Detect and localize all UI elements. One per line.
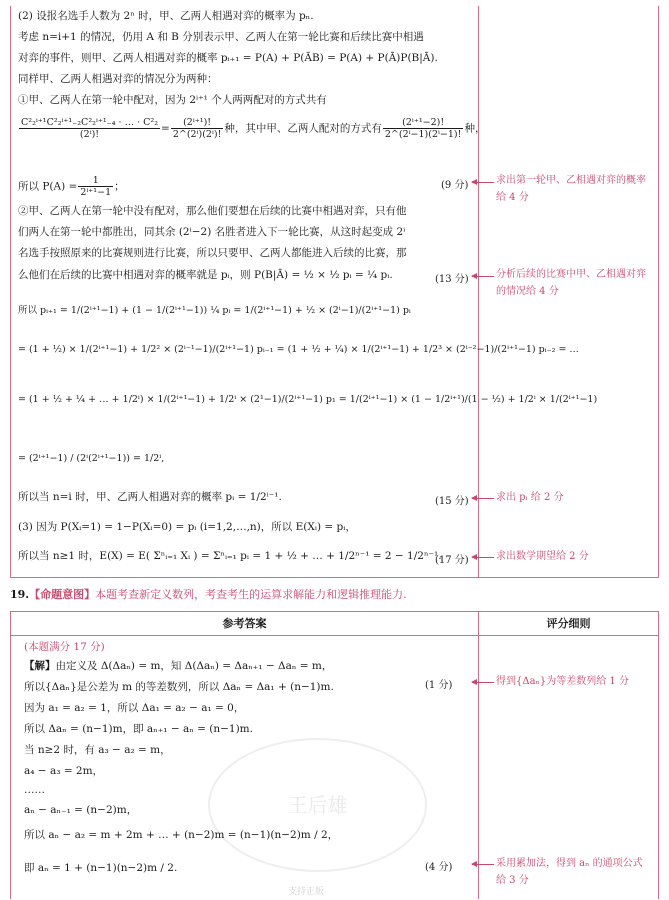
solution-line-3: 因为 a₁ = a₂ = 1，所以 Δa₁ = a₂ − a₁ = 0， [24,702,245,714]
case1-result: 所以 P(A) = $\frac{1}{\text{2ⁱ⁺¹−1}}$ ； [18,175,125,198]
case1-line-a: ①甲、乙两人在第一轮中配对，因为 2ⁱ⁺¹ 个人两两配对的方式共有 [18,94,327,106]
column-header-scoring: 评分细则 [479,612,658,636]
solution-line-9: 所以 aₙ − a₂ = m + 2m + … + (n−2)m = (n−1)(n−2)m / 2， [24,829,339,841]
note-1: 得到{Δaₙ}为等差数列给 1 分 [496,676,629,687]
sum-line-4: = (2ⁱ⁺¹−1) / (2ⁱ(2ⁱ⁺¹−1)) = 1/2ⁱ, [18,453,165,464]
solution-line-2: 所以{Δaₙ}是公差为 m 的等差数列，所以 Δaₙ = Δa₁ + (n−1)m. [24,681,334,693]
score-15: (15 分) [435,496,469,507]
note-17: 求出数学期望给 2 分 [496,551,589,562]
case2-line-3: 名选手按照原来的比赛规则进行比赛，所以只要甲、乙两人都能进入后续的比赛，那 [18,247,407,259]
note-13: 分析后续的比赛中甲、乙相遇对弈的情况给 4 分 [496,269,646,297]
arrow-15 [472,498,494,499]
case2-line-1: ②甲、乙两人在第一轮中没有配对，那么他们要想在后续的比赛中相遇对弈，只有他 [18,205,407,217]
score-4: (4 分) [425,862,453,873]
conclusion-line: 所以当 n=i 时，甲、乙两人相遇对弈的概率 pᵢ = 1/2ⁱ⁻¹. [18,491,282,503]
arrow-1 [472,682,494,683]
consider-line-1: 考虑 n=i+1 的情况，仍用 A 和 B 分别表示甲、乙两人在第一轮比赛和后续比赛中相遇 [18,31,424,43]
solution-line-8: aₙ − aₙ₋₁ = (n−2)m， [24,804,138,816]
sum-line-1: 所以 pᵢ₊₁ = 1/(2ⁱ⁺¹−1) + (1 − 1/(2ⁱ⁺¹−1)) ¼ pᵢ = 1/(2ⁱ⁺¹−1) + ½ × (2ⁱ−1)/(2ⁱ⁺¹−1) pᵢ [18,305,411,316]
watermark: 王后雄 [208,738,427,872]
column-header-answer: 参考答案 [11,612,478,636]
column-divider [478,612,479,899]
consider-line-2: 对弈的事件，则甲、乙两人相遇对弈的概率 pᵢ₊₁ = P(A) + P(ĀB) = P(A) + P(Ā)P(B|Ā). [18,52,438,64]
question-19-heading: 19.【命题意图】本题考查新定义数列，考查考生的运算求解能力和逻辑推理能力. [10,588,407,601]
sum-line-3: = (1 + ½ + ¼ + … + 1/2ⁱ) × 1/(2ⁱ⁺¹−1) + 1/2ⁱ × (2¹−1)/(2ⁱ⁺¹−1) p₁ = 1/(2ⁱ⁺¹−1) × (1 − 1/2ⁱ⁺¹)/(1 − ½) + 1/2ⁱ × 1/(2ⁱ⁺¹−1) [18,394,598,405]
case2-line-4: 么他们在后续的比赛中相遇对弈的概率就是 pᵢ，则 P(B|Ā) = ½ × ½ pᵢ = ¼ pᵢ. [18,269,393,281]
solution-line-4: 所以 Δaₙ = (n−1)m，即 aₙ₊₁ − aₙ = (n−1)m. [24,723,253,735]
pairing-eq-fraction: $\frac{\text{(2ⁱ⁺¹)!}}{\text{2\textasciicircum{}(2ⁱ)(2ⁱ)!}}$ [172,117,222,140]
solution-line-6: a₄ − a₃ = 2m， [24,765,104,777]
sum-line-2: = (1 + ½) × 1/(2ⁱ⁺¹−1) + 1/2² × (2ⁱ⁻¹−1)/(2ⁱ⁺¹−1) pᵢ₋₁ = (1 + ½ + ¼) × 1/(2ⁱ⁺¹−1) + 1/2³ × (2ⁱ⁻²−1)/(2ⁱ⁺¹−1) pᵢ₋₂ = … [18,344,579,355]
part3-line-2: 所以当 n≥1 时，E(X) = E( Σⁿᵢ₌₁ Xᵢ ) = Σⁿᵢ₌₁ pᵢ = 1 + ½ + … + 1/2ⁿ⁻¹ = 2 − 1/2ⁿ⁻¹. [18,550,442,562]
arrow-13 [472,276,494,277]
footer-stamp: 支持正版 [288,887,325,897]
column-divider [478,6,479,577]
score-13: (13 分) [435,274,469,285]
solution-line-1: 【解】由定义及 Δ(Δaₙ) = m，知 Δ(Δaₙ) = Δaₙ₊₁ − Δaₙ = m， [24,660,333,672]
arrow-17 [472,557,494,558]
note-4: 采用累加法，得到 aₙ 的通项公式给 3 分 [496,858,643,886]
case2-line-2: 们两人在第一轮中都胜出，同其余 (2ⁱ−2) 名胜者进入下一轮比赛，从这时起变成 2ⁱ [18,226,406,238]
score-17: (17 分) [435,555,469,566]
full-marks: (本题满分 17 分) [24,641,105,653]
part3-line-1: (3) 因为 P(Xᵢ=1) = 1−P(Xᵢ=0) = pᵢ (i=1,2,…,n)，所以 E(Xᵢ) = pᵢ， [18,521,356,533]
case1-line-b: $\frac{\text{C²₂ⁱ⁺¹C²₂ⁱ⁺¹₋₂C²₂ⁱ⁺¹₋₄ · … · C²₂}}{\text{(2ⁱ)!}}$ = $\frac{\text{(2ⁱ⁺¹)!}}{\text{2\textasciicircum{}(2ⁱ)(2ⁱ)!}}$ 种，其中甲、乙两人配对的方式有 $\frac{\text{(2ⁱ⁺¹−2)!}}{\text{2\textasciicircum{}(2ⁱ−1)(2ⁱ−1)!}}$ 种， [21,117,486,140]
score-9: (9 分) [441,180,469,191]
score-1: (1 分) [425,680,453,691]
cases-intro: 同样甲、乙两人相遇对弈的情况分为两种： [18,73,218,85]
note-9: 求出第一轮甲、乙相遇对弈的概率给 4 分 [496,175,646,203]
solution-line-5: 当 n≥2 时，有 a₃ − a₂ = m， [24,744,171,756]
pairing-fraction: $\frac{\text{C²₂ⁱ⁺¹C²₂ⁱ⁺¹₋₂C²₂ⁱ⁺¹₋₄ · … · C²₂}}{\text{(2ⁱ)!}}$ [21,117,159,140]
arrow-9 [472,182,494,183]
solution-line-10: 即 aₙ = 1 + (n−1)(n−2)m / 2. [24,862,178,874]
solution-line-7: …… [24,784,45,796]
note-15: 求出 pᵢ 给 2 分 [496,492,564,503]
ways-fraction: $\frac{\text{(2ⁱ⁺¹−2)!}}{\text{2\textasciicircum{}(2ⁱ−1)(2ⁱ−1)!}}$ [384,117,462,140]
arrow-4 [472,864,494,865]
part2-intro: (2) 设报名选手人数为 2ⁿ 时，甲、乙两人相遇对弈的概率为 pₙ. [18,10,314,22]
